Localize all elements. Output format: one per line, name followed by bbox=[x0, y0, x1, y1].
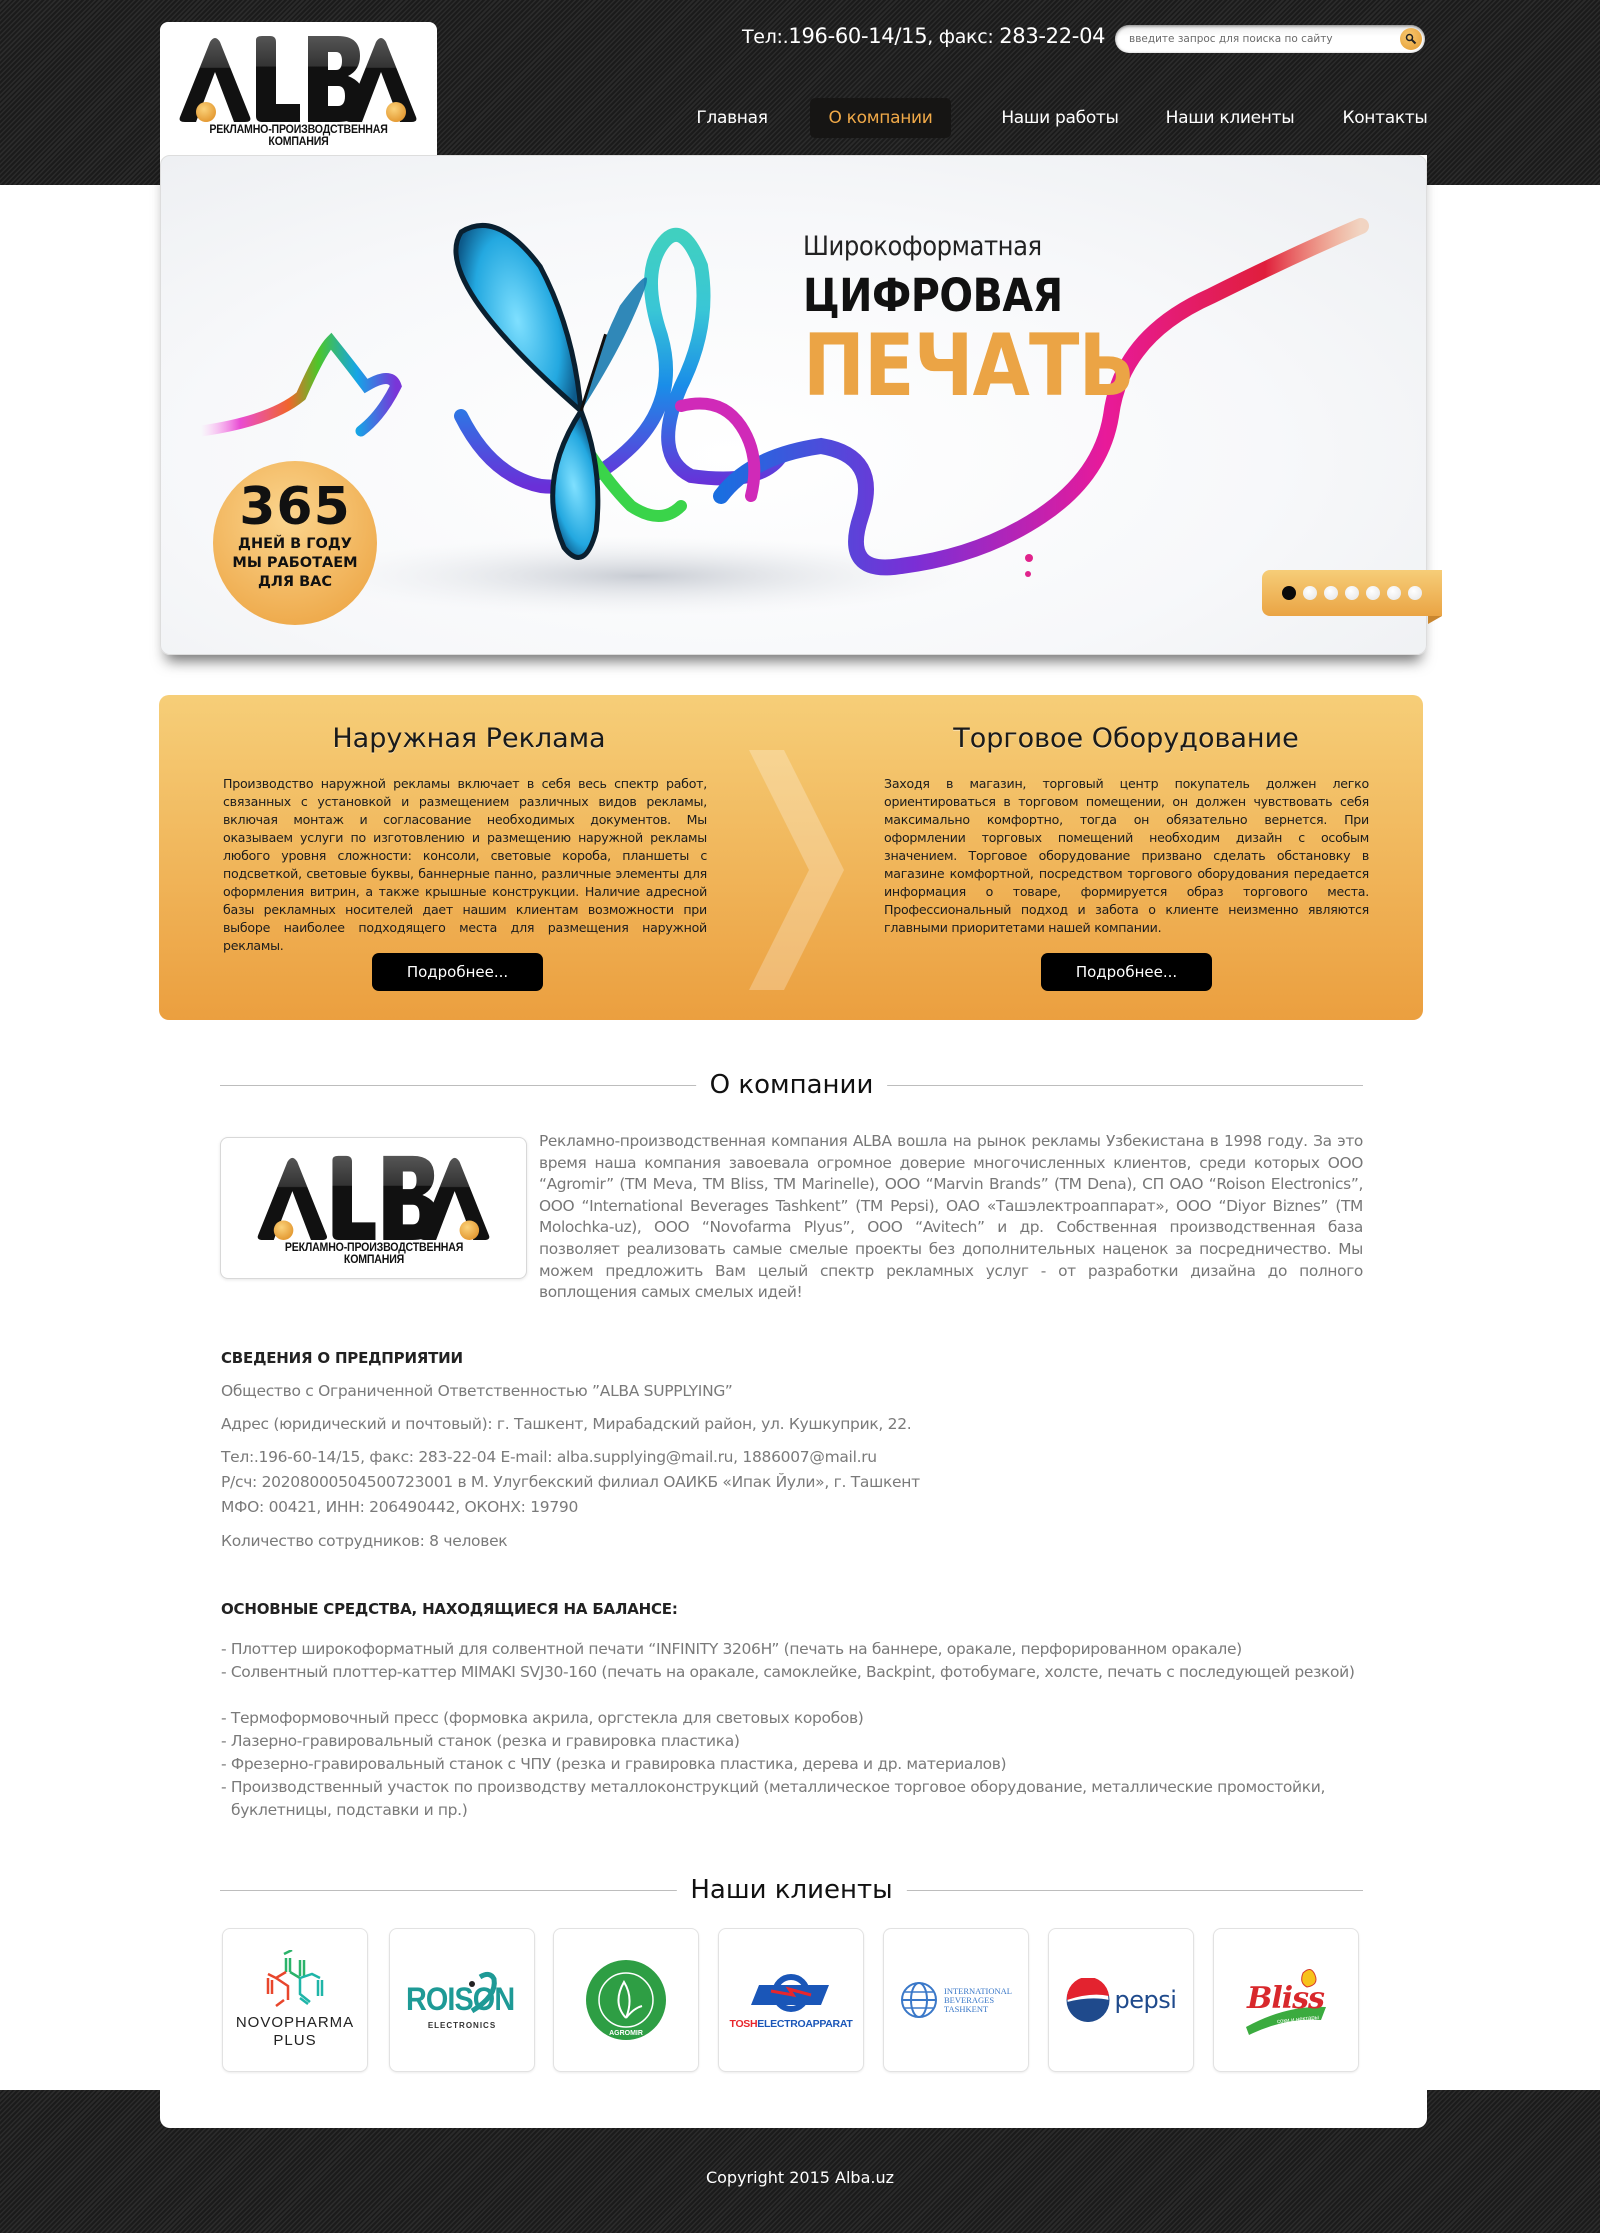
badge-line: ДЛЯ ВАС bbox=[257, 574, 333, 590]
search-box bbox=[1115, 25, 1425, 53]
badge-number: 365 bbox=[239, 477, 351, 537]
phone-number: 196-60-14/15 bbox=[788, 24, 928, 48]
client-name-line3: TASHKENT bbox=[944, 2003, 989, 2014]
client-roison[interactable] bbox=[389, 1928, 535, 2072]
slider-dot-4[interactable] bbox=[1345, 586, 1359, 600]
about-logo-box bbox=[220, 1137, 527, 1279]
slider-dot-6[interactable] bbox=[1387, 586, 1401, 600]
about-title: О компании bbox=[696, 1065, 888, 1105]
promo-outdoor-title: Наружная Реклама bbox=[332, 723, 606, 754]
novopharma-logo-icon bbox=[264, 1950, 326, 2008]
badge-365-days bbox=[213, 461, 377, 625]
about-text: Рекламно-производственная компания ALBA вошла на рынок рекламы Узбекистана в 1998 году. За это время наша компания завоевала огромное доверие многочисленных клиентов, среди которых ООО “Agromir” (TM Meva, TM Bliss, TM Marinelle), ООО “Marvin Brands” (TM Dena), СП ОАО “Roison Electronics”, ООО “International Beverages Tashkent” (TM Pepsi), ОАО «Ташэлектроаппарат», ООО “Diyor Biznes” (TM Molochka-uz), ООО “Novofarma Plyus”, ООО “Avitech” и др. Собственная производственная база позволяет реализовать самые смелые проекты без дополнительных наценок за посредничество. Мы можем предложить Вам целый спектр рекламных услуг - от разработки дизайна до полного воплощения самых смелых идей! bbox=[539, 1132, 1363, 1302]
asset-item: - Производственный участок по производству металлоконструкций (металлическое торговое оборудование, металлические промостойки, буклетницы, подставки и пр.) bbox=[221, 1778, 1326, 1819]
asset-item: - Термоформовочный пресс (формовка акрила, оргстекла для световых коробов) bbox=[221, 1709, 864, 1727]
info-line: Адрес (юридический и почтовый): г. Ташкент, Мирабадский район, ул. Кушкуприк, 22. bbox=[221, 1415, 912, 1433]
client-subname: ELECTRONICS bbox=[427, 2020, 497, 2030]
main-nav bbox=[0, 98, 1600, 138]
client-international-beverages[interactable] bbox=[883, 1928, 1029, 2072]
clients-heading bbox=[220, 1870, 1363, 1910]
badge-line: МЫ РАБОТАЕМ bbox=[232, 555, 358, 571]
fax-number: 283-22-04 bbox=[999, 24, 1106, 48]
info-line: Тел:.196-60-14/15, факс: 283-22-04 E-mail: alba.supplying@mail.ru, 1886007@mail.ru bbox=[221, 1448, 877, 1466]
clients-title: Наши клиенты bbox=[676, 1870, 906, 1910]
promo-retail-title: Торговое Оборудование bbox=[953, 723, 1299, 754]
info-title: СВЕДЕНИЯ О ПРЕДПРИЯТИИ bbox=[221, 1349, 463, 1367]
logo-subtitle: РЕКЛАМНО-ПРОИЗВОДСТВЕННАЯ КОМПАНИЯ bbox=[284, 1242, 464, 1266]
footer-copyright: Copyright 2015 Alba.uz bbox=[705, 2168, 895, 2187]
search-input[interactable] bbox=[1129, 30, 1379, 48]
toshelectroapparat-logo-icon bbox=[741, 1971, 841, 2015]
promo-retail-text: Заходя в магазин, торговый центр покупатель должен легко ориентироваться в торговом помещении, он должен чувствовать себя максимально комфортно, тогда он обязательно вернется. При оформлении торговых помещений необходим дизайн с особым значением. Торговое оборудование призвано сделать обстановку в магазине комфортной, посредством торгового оборудования передается информация о товаре, формируется образ торгового места. Профессиональный подход и забота о клиенте неизменно являются главными приоритетами нашей компании. bbox=[884, 776, 1369, 935]
nav-item-home[interactable]: Главная bbox=[696, 108, 768, 128]
nav-item-about[interactable]: О компании bbox=[810, 98, 951, 138]
info-line: Р/сч: 20208000504500723001 в М. Улугбекский филиал ОАИКБ «Ипак Йули», г. Ташкент bbox=[221, 1473, 920, 1491]
search-icon bbox=[1405, 33, 1417, 45]
fax-prefix: , факс: bbox=[927, 26, 1000, 48]
slider-dot-1[interactable] bbox=[1282, 586, 1296, 600]
client-name: AGROMIR bbox=[609, 2030, 643, 2037]
promo-retail bbox=[829, 695, 1423, 1020]
nav-item-contacts[interactable]: Контакты bbox=[1342, 108, 1428, 128]
client-name-line1: NOVOPHARMA bbox=[235, 2014, 355, 2031]
alba-logo bbox=[243, 1152, 505, 1272]
client-agromir[interactable] bbox=[553, 1928, 699, 2072]
asset-item: - Плоттер широкоформатный для солвентной печати “INFINITY 3206H” (печать на баннере, оракале, перфорированном оракале) bbox=[221, 1640, 1242, 1658]
asset-item: - Лазерно-гравировальный станок (резка и гравировка пластика) bbox=[221, 1732, 740, 1750]
info-line: МФО: 00421, ИНН: 206490442, ОКОНХ: 19790 bbox=[221, 1498, 579, 1516]
info-line: Количество сотрудников: 8 человек bbox=[221, 1532, 508, 1550]
client-pepsi[interactable] bbox=[1048, 1928, 1194, 2072]
banner-line3: ПЕЧАТЬ bbox=[803, 316, 1135, 416]
logo-subtitle: РЕКЛАМНО-ПРОИЗВОДСТВЕННАЯ КОМПАНИЯ bbox=[209, 124, 388, 148]
slider-dot-2[interactable] bbox=[1303, 586, 1317, 600]
services-promo bbox=[159, 695, 1423, 1020]
slider-dot-7[interactable] bbox=[1408, 586, 1422, 600]
agromir-logo-icon bbox=[584, 1958, 668, 2042]
banner-line2: ЦИФРОВАЯ bbox=[803, 269, 1063, 322]
about-heading bbox=[220, 1065, 1363, 1105]
client-name-part1: TOSH bbox=[729, 2017, 758, 2030]
nav-item-clients[interactable]: Наши клиенты bbox=[1165, 108, 1295, 128]
assets-title: ОСНОВНЫЕ СРЕДСТВА, НАХОДЯЩИЕСЯ НА БАЛАНСЕ: bbox=[221, 1600, 678, 1618]
site-logo[interactable] bbox=[160, 22, 437, 172]
alba-logo-wordmark bbox=[243, 1152, 505, 1240]
client-name: pepsi bbox=[1114, 1986, 1177, 2014]
info-line: Общество с Ограниченной Ответственностью ”ALBA SUPPLYING” bbox=[221, 1382, 733, 1400]
hero-banner bbox=[160, 155, 1427, 655]
pepsi-globe-icon bbox=[1066, 1978, 1110, 2022]
badge-line: ДНЕЙ В ГОДУ bbox=[238, 536, 352, 552]
asset-item: - Фрезерно-гравировальный станок с ЧПУ (резка и гравировка пластика, дерева и др. материалов) bbox=[221, 1755, 1007, 1773]
client-novopharma[interactable] bbox=[222, 1928, 368, 2072]
client-name-line1: INTERNATIONAL bbox=[944, 1985, 1012, 1996]
slider-dot-5[interactable] bbox=[1366, 586, 1380, 600]
client-name-line2: BEVERAGES bbox=[944, 1994, 995, 2005]
phone-prefix: Тел:. bbox=[742, 26, 789, 48]
client-name: ROISON bbox=[406, 1980, 515, 2017]
client-name: Bliss bbox=[1247, 1981, 1324, 2016]
promo-outdoor-text: Производство наружной рекламы включает в себя весь спектр работ, связанных с установкой и размещением различных видов рекламы, включая монтаж и согласование необходимых документов. Мы оказываем услуги по изготовлению и размещению наружной рекламы любого уровня сложности: консоли, световые короба, планшеты с подсветкой, световые буквы, баннерные панно, различные элементы для оформления витрин, а также крышные конструкции. Наличие адресной базы рекламных носителей дает нашим клиентам возможности при выборе наиболее подходящего места для размещения наружной рекламы. bbox=[223, 776, 707, 953]
slider-pagination bbox=[1262, 570, 1442, 616]
client-toshelectroapparat[interactable] bbox=[718, 1928, 864, 2072]
slider-dot-3[interactable] bbox=[1324, 586, 1338, 600]
nav-item-works[interactable]: Наши работы bbox=[1001, 108, 1119, 128]
client-name-line2: PLUS bbox=[273, 2032, 317, 2049]
clients-grid bbox=[222, 1928, 1367, 2073]
asset-item: - Солвентный плоттер-каттер MIMAKI SVJ30-160 (печать на оракале, самоклейке, Backpint, фотобумаге, холсте, печать с последующей резкой) bbox=[221, 1663, 1355, 1681]
header-phone bbox=[742, 24, 1105, 48]
client-name-part2: ELECTROAPPARAT bbox=[757, 2017, 853, 2030]
banner-line1: Широкоформатная bbox=[803, 231, 1042, 262]
search-button[interactable] bbox=[1400, 28, 1422, 50]
outdoor-more-button[interactable]: Подробнее... bbox=[372, 953, 543, 991]
promo-outdoor bbox=[159, 695, 759, 1020]
client-bliss[interactable] bbox=[1213, 1928, 1359, 2072]
retail-more-button[interactable]: Подробнее... bbox=[1041, 953, 1212, 991]
ibt-globe-icon bbox=[900, 1981, 938, 2019]
client-subname: соки и нектары bbox=[1276, 2014, 1320, 2026]
